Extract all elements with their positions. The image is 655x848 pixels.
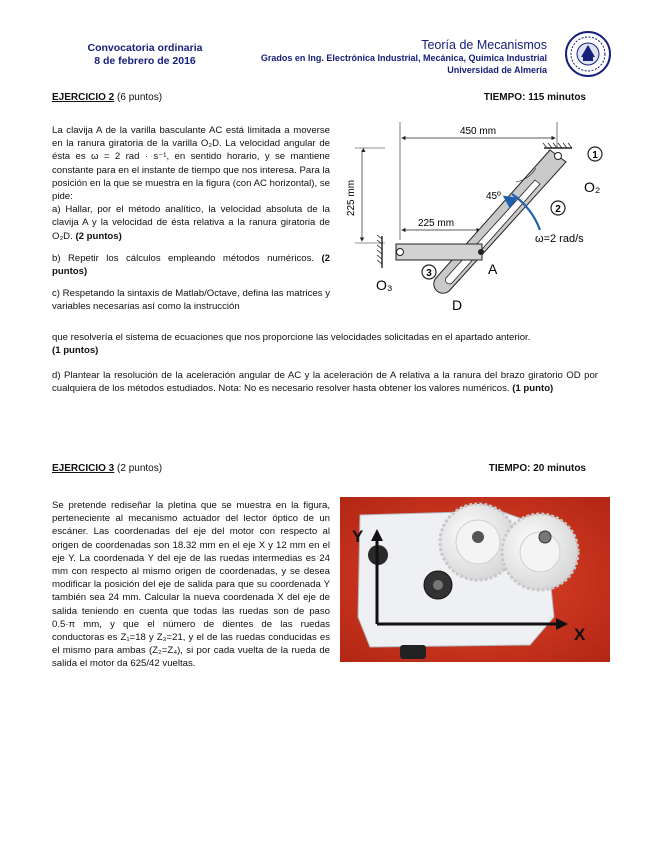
exercise-2-part-c2 [52,331,598,357]
exercise-3-points: (2 puntos) [114,463,163,474]
intermediate-shaft [472,531,484,543]
part-a-points: (2 puntos) [72,230,122,242]
output-shaft [539,531,551,543]
label-1: 1 [592,150,598,161]
part-b-text: b) Repetir los cálculos empleando métodos numéricos. [52,252,315,264]
exercise-2-header [52,92,586,106]
exercise-2-part-b [52,252,330,278]
label-a: A [488,261,498,277]
link-ac [396,244,482,260]
exercise-2-part-c1: c) Respetando la sintaxis de Matlab/Octave, defina las matrices y variables necesarias así como la instrucción [52,288,330,313]
scanner-mechanism-photo [340,497,610,662]
label-2: 2 [555,204,561,215]
exercise-2-time: TIEMPO: 115 minutos [483,92,586,103]
axis-y-label: Y [352,527,364,546]
header-course [261,38,547,76]
exercise-3-text: Se pretende rediseñar la pletina que se muestra en la figura, perteneciente al mecanismo actuador del lector óptico de un escáner. Las coordenadas del eje del motor con respecto al origen de coordenadas son 18.32 mm en el eje X y 12 mm en el eje Y. La coordenada Y del eje de las ruedas intermedias es 24 mm con respecto al mismo origen de coordenadas, y se desea modificar la posición del eje de salida para que su coordenada Y también sea 24 mm. Calcular la nueva coordenada X del eje de salida teniendo en cuenta que todas las ruedas son de paso 0.5·π mm, y que el número de dientes de las ruedas conductoras es Z₁=18 y Z₃=21, y el de las ruedas conducidas es el mismo para ambas (Z₂=Z₄), si por cada vuelta de la rueda de salida el motor da 625/42 vueltas. [52,500,330,670]
part-c-points: (1 puntos) [52,345,99,357]
dim-225-vertical: 225 mm [346,179,357,217]
exercise-3-time: TIEMPO: 20 minutos [488,463,586,474]
axis-x-label: X [574,625,586,644]
connector [400,645,426,659]
label-3: 3 [426,268,432,279]
part-a-text: a) Hallar, por el método analítico, la velocidad absoluta de la clavija A y la velocidad de ésta relativa a la ranura giratoria de O₂D. [52,204,330,242]
part-d-points: (1 punto) [509,383,554,395]
university-name: Universidad de Almería [447,65,547,75]
mechanism-figure [340,118,610,318]
convocatoria-label: Convocatoria ordinaria [87,42,203,54]
exam-session [60,42,230,68]
exercise-3-label: EJERCICIO 3 [52,463,115,474]
exercise-2-part-a [52,203,330,243]
label-o3: O₃ [376,277,393,293]
degrees-line: Grados en Ing. Electrónica Industrial, Mecánica, Química Industrial [260,53,547,63]
part-d-text: d) Plantear la resolución de la aceleración angular de AC y la aceleración de A relativa a la ranura del brazo giratorio OD por cualquiera de los métodos estudiados. Nota: No es necesario resolver hasta obtener los valores numéricos. [52,370,598,395]
university-seal [564,30,612,78]
course-title: Teoría de Mecanismos [421,38,547,52]
dim-225-horizontal: 225 mm [417,218,455,229]
label-d: D [452,297,463,313]
pivot-o2 [555,153,562,160]
exercise-2-label: EJERCICIO 2 [52,92,115,103]
label-o2: O₂ [584,179,601,195]
exam-date: 8 de febrero de 2016 [94,55,196,67]
pivot-o3 [397,249,404,256]
dim-450: 450 mm [459,126,497,137]
exercise-3-header [52,463,586,477]
exercise-2-part-d [52,369,598,395]
pin-a [478,249,484,255]
exercise-2-text [52,124,330,314]
exercise-2-intro: La clavija A de la varilla basculante AC está limitada a moverse en la ranura giratoria de la varilla O₂D. La velocidad angular de ésta es ω = 2 rad · s⁻¹, en sentido horario, y se mantiene constante para en el instante de tiempo que nos interesa. Para la posición en la que se muestra en la figura (con AC horizontal), se pide: [52,125,330,203]
exercise-2-points: (6 puntos) [114,92,163,103]
part-c-text: que resolvería el sistema de ecuaciones que nos proporcione las velocidades solicitadas en el apartado anterior. [52,332,531,343]
angle-45: 45º [486,191,501,202]
part-b-points: (2 puntos) [52,252,331,278]
omega-label: ω=2 rad/s [535,233,584,245]
